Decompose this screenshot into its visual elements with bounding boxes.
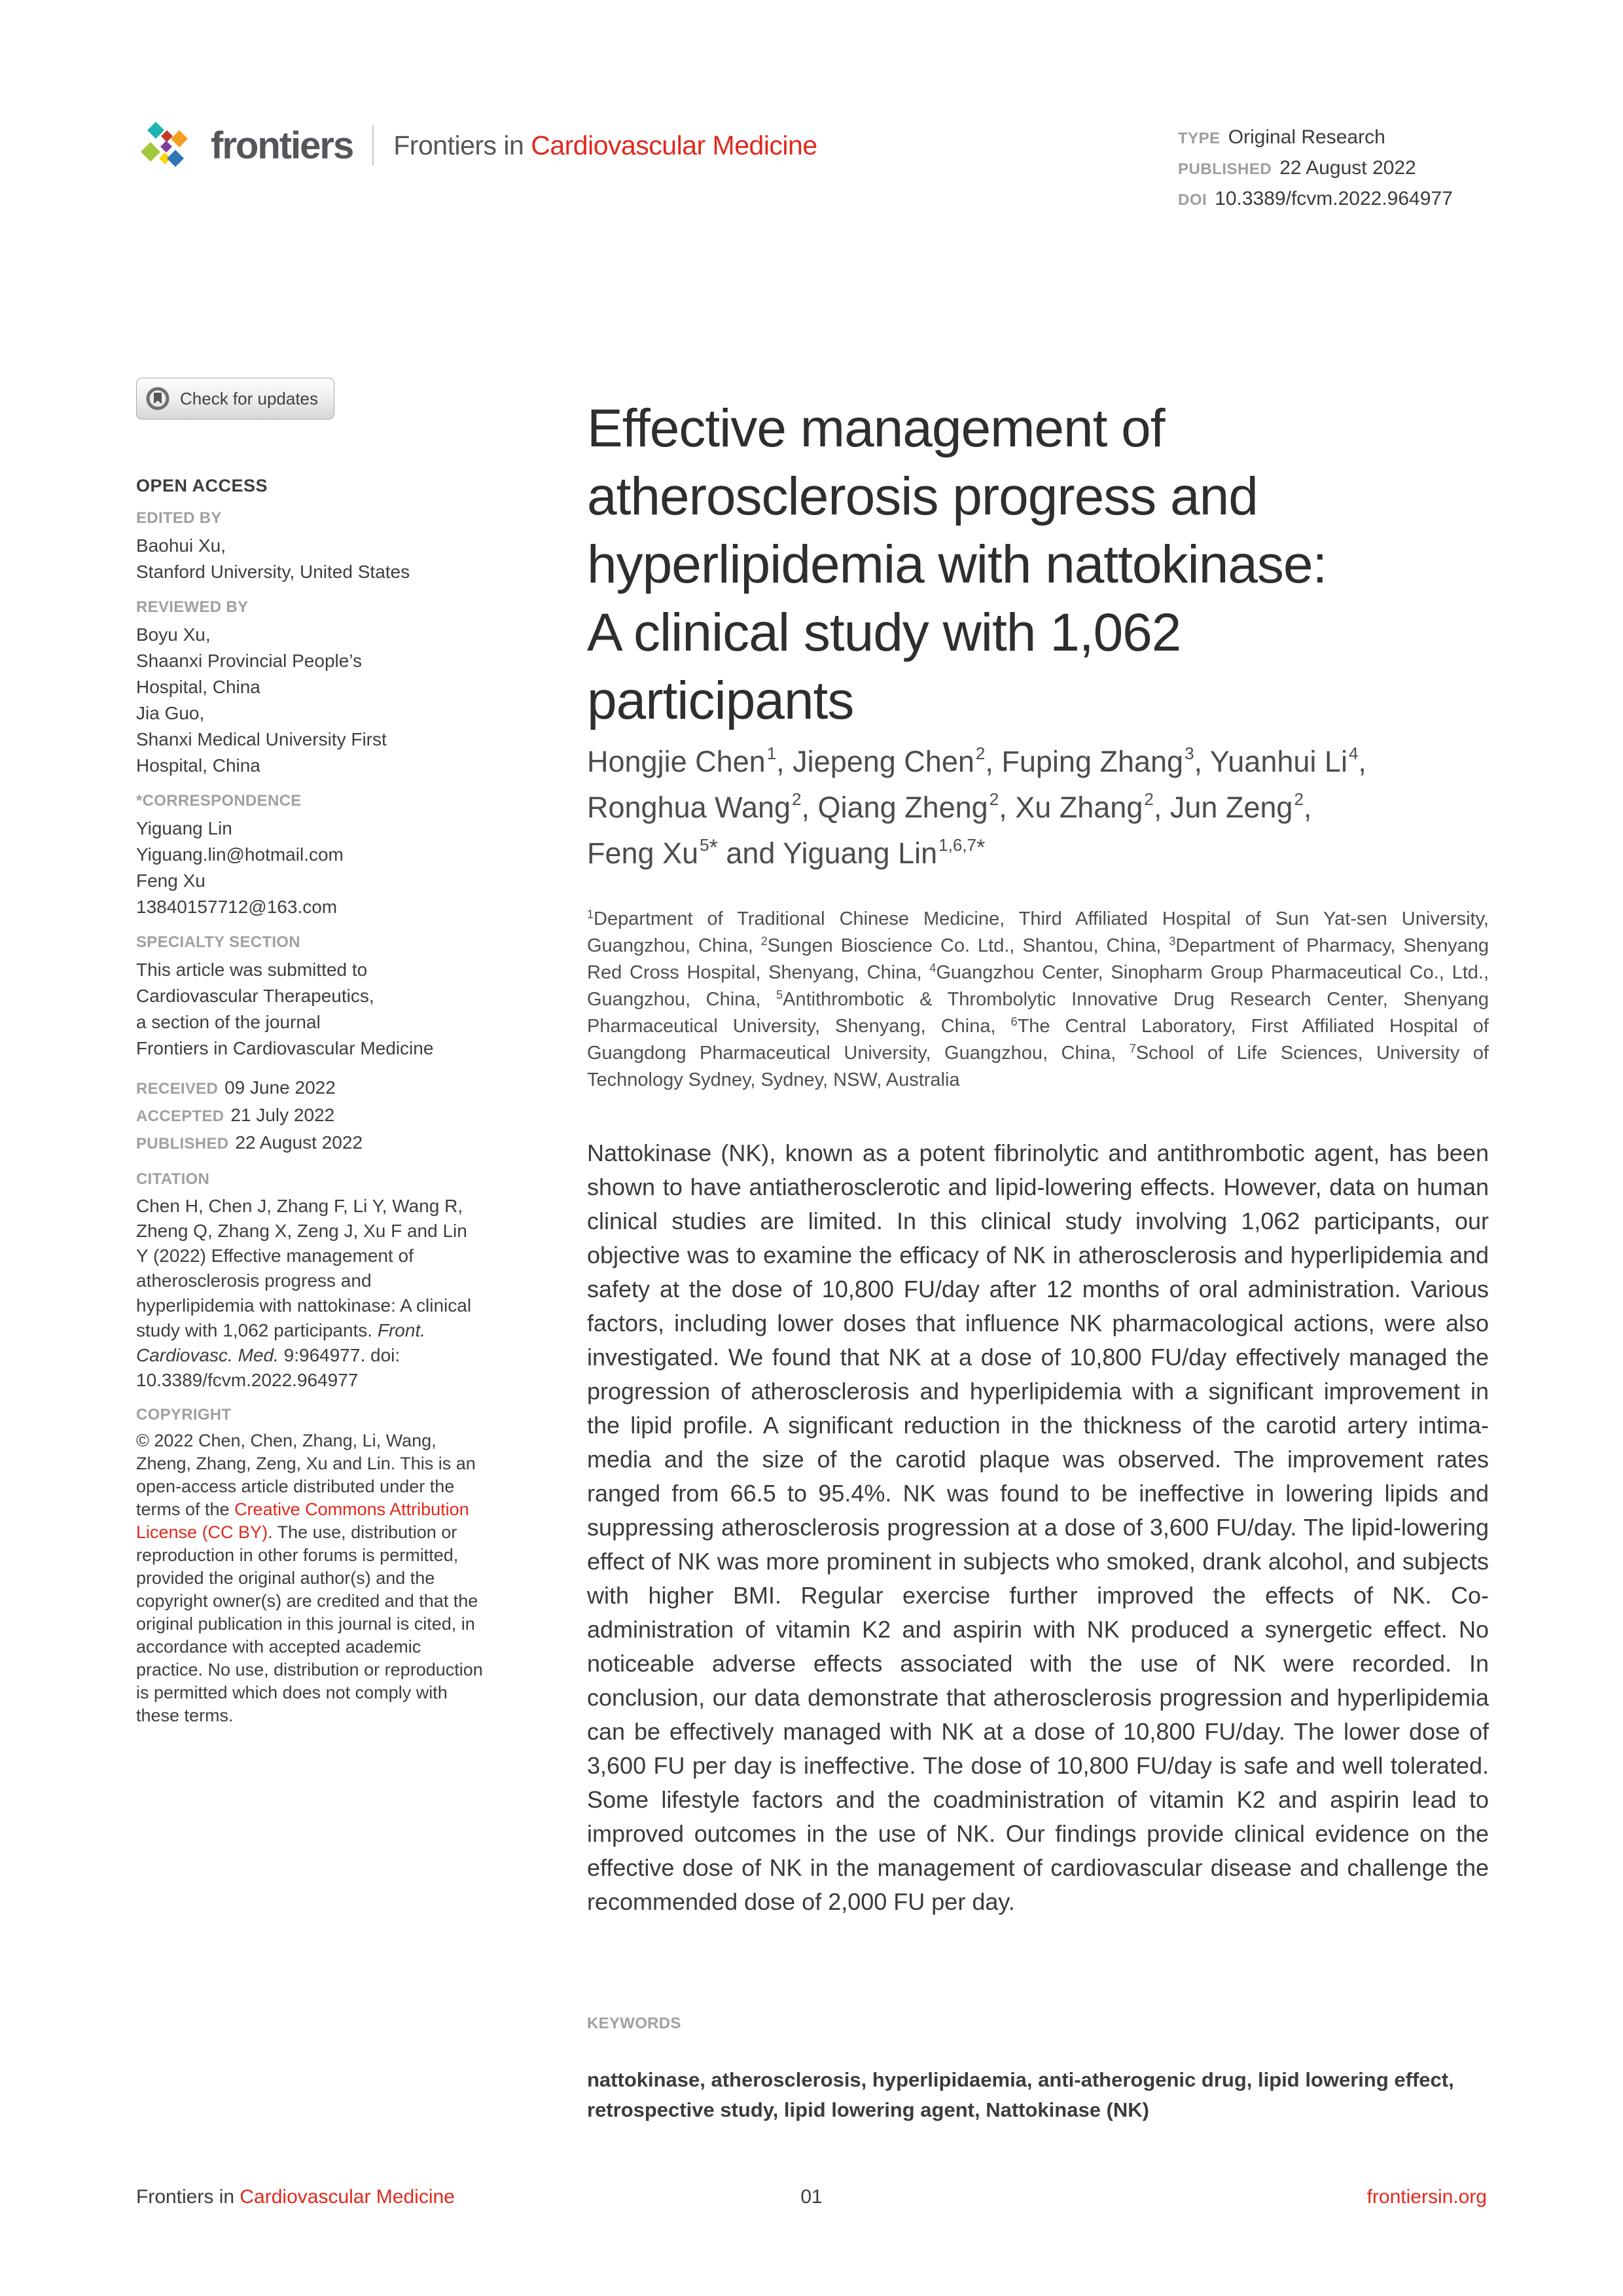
author: Qiang Zheng$^2$, <box>817 789 1016 824</box>
title-line: Effective management of <box>587 398 1165 458</box>
edited-by-block <box>136 509 483 585</box>
citation-journal: Front. Cardiovasc. Med. <box>136 1320 426 1365</box>
cc-by-license-link[interactable]: Creative Commons Attribution License (CC BY) <box>136 1499 469 1542</box>
meta-type-label: TYPE <box>1178 130 1221 147</box>
meta-type-value: Original Research <box>1228 126 1385 148</box>
meta-type-row <box>1178 122 1453 152</box>
copyright-text-part: © 2022 Chen, Chen, Zhang, Li, Wang, Zheng, Zhang, Zeng, Xu and Lin. This is an open-access article distributed under the terms of the <box>136 1431 476 1519</box>
copyright-block <box>136 1406 483 1727</box>
specialty-line: This article was submitted to <box>136 960 368 980</box>
citation-block <box>136 1170 483 1393</box>
frontiers-wordmark: frontiers <box>211 124 353 167</box>
author: Yiguang Lin$^{1,6,7*}$ <box>783 835 986 870</box>
author: Jiepeng Chen$^2$, <box>793 744 1002 778</box>
specialty-section-block <box>136 933 483 1062</box>
author: Xu Zhang$^2$, <box>1015 789 1170 824</box>
author-list <box>587 741 1497 878</box>
reviewer-affiliation: Shaanxi Provincial People’s <box>136 651 363 671</box>
footer-journal-prefix: Frontiers in <box>136 2186 240 2208</box>
page-number: 01 <box>800 2186 823 2208</box>
open-access-label: OPEN ACCESS <box>136 476 268 495</box>
reviewer-affiliation: Hospital, China <box>136 755 260 776</box>
edited-by-label: EDITED BY <box>136 509 222 527</box>
footer <box>136 2186 1487 2208</box>
citation-label: CITATION <box>136 1170 210 1188</box>
journal-prefix: Frontiers in <box>393 130 531 160</box>
correspondence-block <box>136 792 483 920</box>
copyright-text <box>136 1429 483 1727</box>
correspondence-label: *CORRESPONDENCE <box>136 792 302 810</box>
author: Ronghua Wang$^2$, <box>587 789 818 824</box>
correspondence-name: Feng Xu <box>136 870 205 891</box>
published-label: PUBLISHED <box>136 1135 229 1153</box>
reviewer-name: Boyu Xu, <box>136 624 211 645</box>
author: Fuping Zhang$^3$, <box>1001 744 1210 778</box>
meta-published-value: 22 August 2022 <box>1279 157 1416 179</box>
received-value: 09 June 2022 <box>224 1077 336 1098</box>
correspondence-email[interactable]: 13840157712@163.com <box>136 897 338 917</box>
author-row <box>587 741 1497 787</box>
published-row <box>136 1130 483 1157</box>
frontiersin-link[interactable]: frontiersin.org <box>1366 2186 1487 2208</box>
copyright-text-part: . The use, distribution or reproduction in other forums is permitted, provided the original author(s) and the copyright owner(s) are credited and that the original publication in this journal is cited, in accordance with accepted academic practice. No use, distribution or reproduction is permitted which does not comply with these terms. <box>136 1522 483 1725</box>
reviewer-affiliation: Hospital, China <box>136 677 260 697</box>
author-row <box>587 787 1497 833</box>
author: Yuanhui Li$^4$, <box>1209 744 1366 778</box>
header-journal-title <box>393 130 817 161</box>
author: Feng $Xu^{5*}$ and <box>587 835 783 870</box>
specialty-section-label: SPECIALTY SECTION <box>136 933 300 951</box>
author: Hongjie Chen$^1$, <box>587 744 793 778</box>
check-for-updates-button[interactable] <box>136 378 334 420</box>
received-row <box>136 1075 483 1102</box>
reviewed-by-block <box>136 598 483 779</box>
reviewer-affiliation: Shanxi Medical University First <box>136 729 387 749</box>
frontiers-logo-icon <box>136 122 199 169</box>
title-line: A clinical study with 1,062 <box>587 602 1181 662</box>
meta-doi-value: 10.3389/fcvm.2022.964977 <box>1215 188 1453 209</box>
title-line: hyperlipidemia with nattokinase: <box>587 534 1327 594</box>
title-line: atherosclerosis progress and <box>587 466 1258 526</box>
reviewer-name: Jia Guo, <box>136 703 205 723</box>
meta-published-row <box>1178 152 1453 183</box>
correspondence-name: Yiguang Lin <box>136 818 232 838</box>
meta-doi-row <box>1178 183 1453 214</box>
accepted-label: ACCEPTED <box>136 1107 224 1125</box>
received-label: RECEIVED <box>136 1080 219 1098</box>
footer-journal-name: Cardiovascular Medicine <box>240 2186 455 2208</box>
correspondence-email[interactable]: Yiguang.lin@hotmail.com <box>136 844 344 865</box>
header-divider <box>372 125 374 166</box>
keywords-label: KEYWORDS <box>587 2015 681 2032</box>
accepted-value: 21 July 2022 <box>230 1105 335 1125</box>
citation-text-part: 9:964977. doi: 10.3389/fcvm.2022.964977 <box>136 1345 401 1390</box>
article-meta <box>1178 122 1453 214</box>
accepted-row <box>136 1102 483 1130</box>
sidebar <box>136 378 483 1727</box>
copyright-label: COPYRIGHT <box>136 1406 232 1424</box>
keywords-text: nattokinase, atherosclerosis, hyperlipidaemia, anti-atherogenic drug, lipid lowering effect, retrospective study, lipid lowering agent, Nattokinase (NK) <box>587 2068 1454 2121</box>
specialty-line: Cardiovascular Therapeutics, <box>136 986 374 1006</box>
editor-affiliation: Stanford University, United States <box>136 562 410 582</box>
specialty-line: Frontiers in Cardiovascular Medicine <box>136 1038 434 1058</box>
check-updates-icon <box>145 386 171 412</box>
header <box>136 122 817 169</box>
journal-name: Cardiovascular Medicine <box>531 130 817 160</box>
reviewed-by-label: REVIEWED BY <box>136 598 249 616</box>
citation-text-part: Chen H, Chen J, Zhang F, Li Y, Wang R, Zheng Q, Zhang X, Zeng J, Xu F and Lin Y (2022) Effective management of atherosclerosis progress and hyperlipidemia with nattokinase: A clinical study with 1,062 participants. <box>136 1196 472 1340</box>
page-title <box>587 395 1497 735</box>
editor-name: Baohui Xu, <box>136 535 226 556</box>
dates-block <box>136 1075 483 1157</box>
affiliations: $^1$Department of Traditional Chinese Medicine, Third Affiliated Hospital of Sun Yat-sen University, Guangzhou, China, $^2$Sungen Bioscience Co. Ltd., Shantou, China, $^3$Department of Pharmacy, Shenyang Red Cross Hospital, Shenyang, China, $^4$Guangzhou Center, Sinopharm Group Pharmaceutical Co., Ltd., Guangzhou, China, $^5$Antithrombotic & Thrombolytic Innovative Drug Research Center, Shenyang Pharmaceutical University, Shenyang, China, $^6$The Central Laboratory, First Affiliated Hospital of Guangdong Pharmaceutical University, Guangzhou, China, $^7$School of Life Sciences, University of Technology Sydney, Sydney, NSW, Australia <box>587 908 1489 1090</box>
abstract-text: Nattokinase (NK), known as a potent fibrinolytic and antithrombotic agent, has been shown to have antiatherosclerotic and lipid-lowering effects. However, data on human clinical studies are limited. In this clinical study involving 1,062 participants, our objective was to examine the efficacy of NK in atherosclerosis and hyperlipidemia and safety at the dose of 10,800 FU/day after 12 months of oral administration. Various factors, including lower doses that influence NK pharmacological actions, were also investigated. We found that NK at a dose of 10,800 FU/day effectively managed the progression of atherosclerosis and hyperlipidemia with a significant improvement in the lipid profile. A significant reduction in the thickness of the carotid artery intima-media and the size of the carotid plaque was observed. The improvement rates ranged from 66.5 to 95.4%. NK was found to be ineffective in lowering lipids and suppressing atherosclerosis progression at a dose of 3,600 FU/day. The lipid-lowering effect of NK was more prominent in subjects who smoked, drank alcohol, and subjects with higher BMI. Regular exercise further improved the effects of NK. Co-administration of vitamin K2 and aspirin with NK produced a synergetic effect. No noticeable adverse effects associated with the use of NK were recorded. In conclusion, our data demonstrate that atherosclerosis progression and hyperlipidemia can be effectively managed with NK at a dose of 10,800 FU/day. The lower dose of 3,600 FU per day is ineffective. The dose of 10,800 FU/day is safe and well tolerated. Some lifestyle factors and the coadministration of vitamin K2 and aspirin lead to improved outcomes in the use of NK. Our findings provide clinical evidence on the effective dose of NK in the management of cardiovascular disease and challenge the recommended dose of 2,000 FU per day. <box>587 1139 1489 1915</box>
author-row <box>587 833 1497 878</box>
meta-doi-label: DOI <box>1178 191 1207 209</box>
published-value: 22 August 2022 <box>235 1132 363 1153</box>
citation-text <box>136 1194 483 1393</box>
title-line: participants <box>587 670 854 730</box>
meta-published-label: PUBLISHED <box>1178 160 1272 178</box>
check-updates-label: Check for updates <box>180 388 319 408</box>
author: Jun Zeng$^2$, <box>1169 789 1312 824</box>
specialty-line: a section of the journal <box>136 1012 321 1032</box>
